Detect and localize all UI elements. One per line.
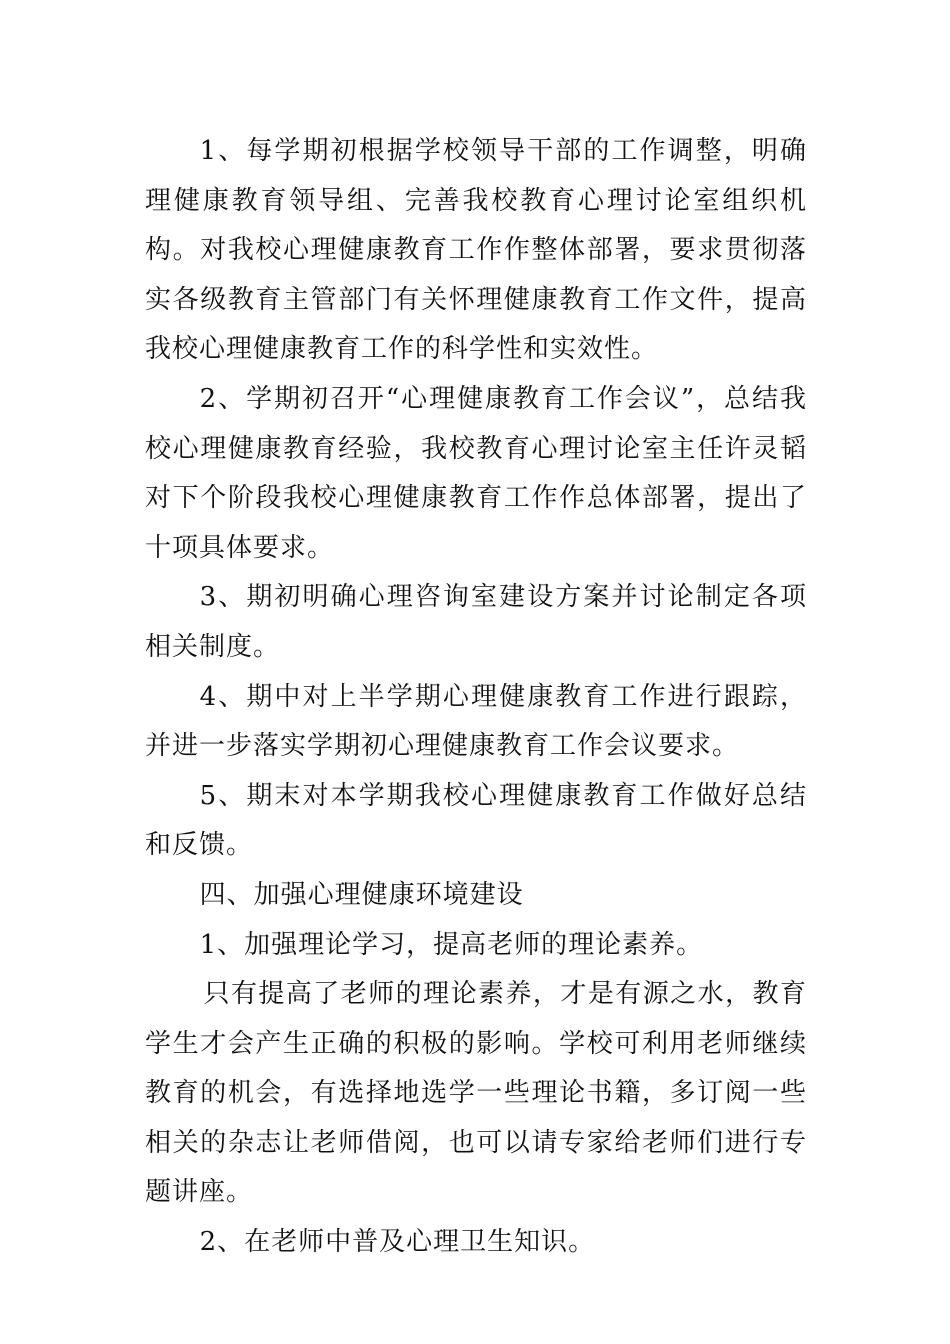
document-body — [145, 127, 807, 1268]
paragraph-item-5: 5、期末对本学期我校心理健康教育工作做好总结和反馈。 — [145, 780, 807, 861]
section-heading: 四、加强心理健康环境建设 — [199, 879, 524, 910]
body-paragraph: 只有提高了老师的理论素养，才是有源之水，教育学生才会产生正确的积极的影响。学校可利用老师继续教育的机会，有选择地选学一些理论书籍，多订阅一些相关的杂志让老师借阅，也可以请专家给老师们进行专题讲座。 — [145, 979, 807, 1208]
paragraph-item-4: 4、期中对上半学期心理健康教育工作进行跟踪，并进一步落实学期初心理健康教育工作会议要求。 — [145, 681, 807, 762]
paragraph-item-2: 2、学期初召开“心理健康教育工作会议”，总结我校心理健康教育经验，我校教育心理讨论室主任许灵韬对下个阶段我校心理健康教育工作作总体部署，提出了十项具体要求。 — [145, 383, 807, 563]
paragraph-item-1: 1、每学期初根据学校领导干部的工作调整，明确理健康教育领导组、完善我校教育心理讨论室组织机构。对我校心理健康教育工作作整体部署，要求贯彻落实各级教育主管部门有关怀理健康教育工作文件，提高我校心理健康教育工作的科学性和实效性。 — [145, 136, 807, 365]
subsection-heading-1: 1、加强理论学习，提高老师的理论素养。 — [199, 929, 704, 960]
paragraph-item-3: 3、期初明确心理咨询室建设方案并讨论制定各项相关制度。 — [145, 582, 807, 662]
subsection-heading-2: 2、在老师中普及心理卫生知识。 — [199, 1227, 596, 1258]
